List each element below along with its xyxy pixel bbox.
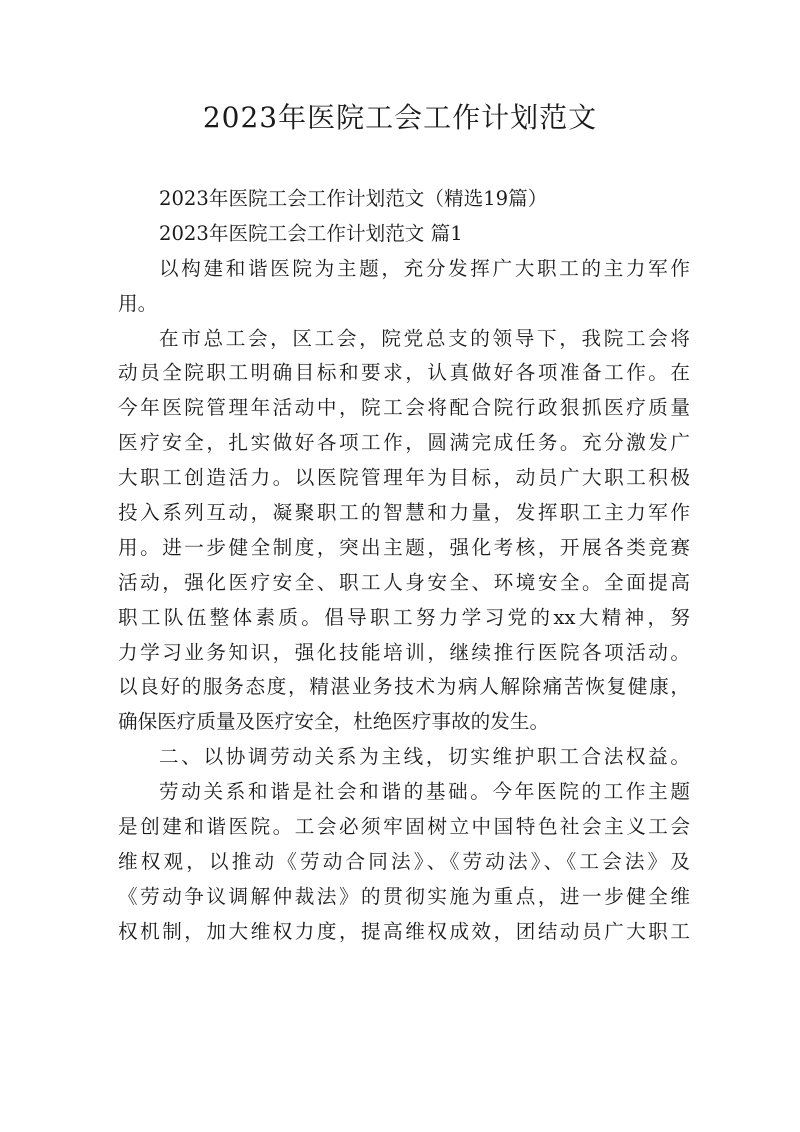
paragraph-line: 职工队伍整体素质。倡导职工努力学习党的xx大精神，努 <box>118 605 690 629</box>
subtitle-line: 2023年医院工会工作计划范文（精选19篇） <box>159 187 548 210</box>
paragraph-line: 以构建和谐医院为主题，充分发挥广大职工的主力军作 <box>159 256 690 280</box>
paragraph-line: 用。 <box>118 291 158 315</box>
paragraph-line: 投入系列互动，凝聚职工的智慧和力量，发挥职工主力军作 <box>118 501 690 525</box>
paragraph-line: 以良好的服务态度，精湛业务技术为病人解除痛苦恢复健康， <box>118 675 690 699</box>
paragraph-line: 在市总工会，区工会，院党总支的领导下，我院工会将 <box>159 326 690 350</box>
paragraph-line: 用。进一步健全制度，突出主题，强化考核，开展各类竞赛 <box>118 535 690 559</box>
paragraph-line: 维权观，以推动《劳动合同法》、《劳动法》、《工会法》及 <box>118 849 690 873</box>
paragraph-line: 权机制，加大维权力度，提高维权成效，团结动员广大职工 <box>118 919 690 943</box>
paragraph-line: 劳动关系和谐是社会和谐的基础。今年医院的工作主题 <box>159 780 690 804</box>
paragraph-line: 大职工创造活力。以医院管理年为目标，动员广大职工积极 <box>118 466 690 490</box>
paragraph-line: 活动，强化医疗安全、职工人身安全、环境安全。全面提高 <box>118 570 690 594</box>
document-body <box>118 182 690 950</box>
document-title: 2023年医院工会工作计划范文 <box>202 101 598 134</box>
paragraph-line: 动员全院职工明确目标和要求，认真做好各项准备工作。在 <box>118 361 690 385</box>
paragraph-line: 今年医院管理年活动中，院工会将配合院行政狠抓医疗质量 <box>118 396 690 420</box>
paragraph-line: 医疗安全，扎实做好各项工作，圆满完成任务。充分激发广 <box>118 431 690 455</box>
section-heading: 二、以协调劳动关系为主线，切实维护职工合法权益。 <box>159 745 690 769</box>
paragraph-line: 是创建和谐医院。工会必须牢固树立中国特色社会主义工会 <box>118 815 690 839</box>
paragraph-line: 《劳动争议调解仲裁法》的贯彻实施为重点，进一步健全维 <box>118 884 690 908</box>
paragraph-line: 力学习业务知识，强化技能培训，继续推行医院各项活动。 <box>118 640 690 664</box>
paragraph-line: 确保医疗质量及医疗安全，杜绝医疗事故的发生。 <box>118 710 550 734</box>
section-heading: 2023年医院工会工作计划范文 篇1 <box>159 221 463 245</box>
